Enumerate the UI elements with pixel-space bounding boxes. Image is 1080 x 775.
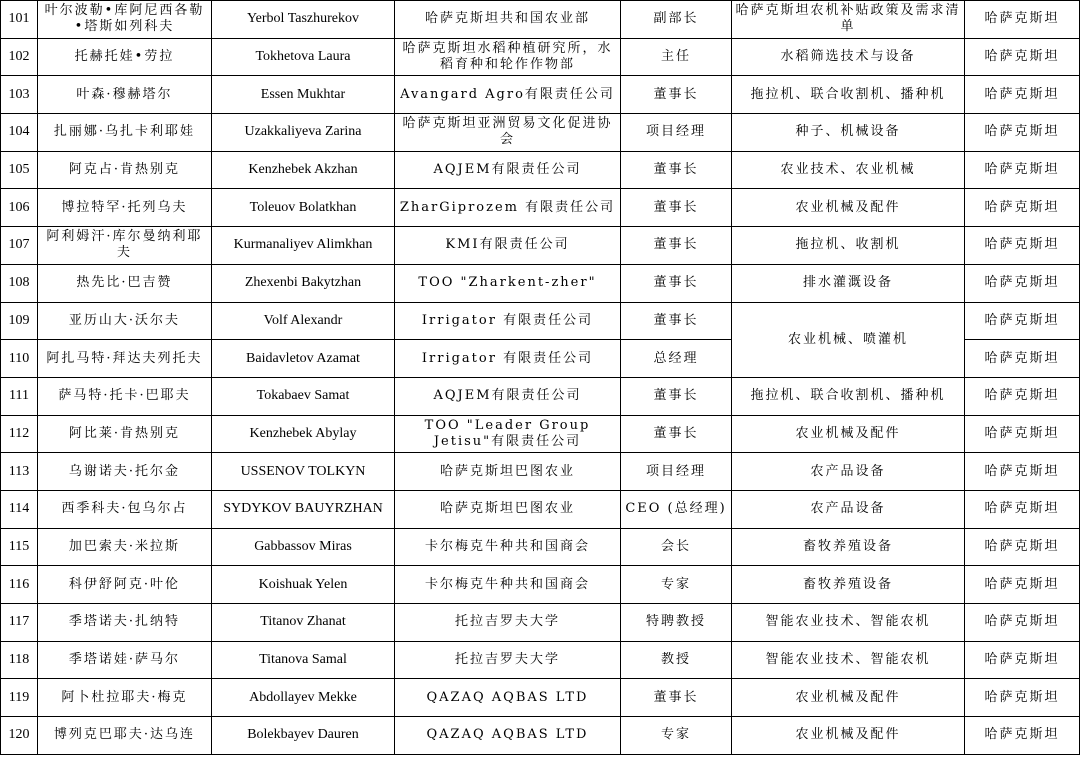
organization-cell: 托拉吉罗夫大学 xyxy=(395,641,621,679)
position-cell: 董事长 xyxy=(621,302,732,340)
position-cell: 董事长 xyxy=(621,415,732,453)
country-cell: 哈萨克斯坦 xyxy=(965,566,1080,604)
table-row xyxy=(1,189,1080,227)
organization-cell: KMI有限责任公司 xyxy=(395,227,621,265)
position-cell: 总经理 xyxy=(621,340,732,378)
table-row xyxy=(1,528,1080,566)
chinese-name-cell: 萨马特·托卡·巴耶夫 xyxy=(38,377,212,415)
interest-cell: 农业机械、喷灌机 xyxy=(732,302,965,377)
english-name-cell: Yerbol Taszhurekov xyxy=(212,1,395,39)
row-number-cell: 117 xyxy=(1,604,38,642)
organization-cell: 哈萨克斯坦共和国农业部 xyxy=(395,1,621,39)
table-row xyxy=(1,76,1080,114)
table-row xyxy=(1,1,1080,39)
position-cell: 专家 xyxy=(621,566,732,604)
chinese-name-cell: 博列克巴耶夫·达乌连 xyxy=(38,717,212,755)
interest-cell: 农业机械及配件 xyxy=(732,415,965,453)
table-row xyxy=(1,679,1080,717)
organization-cell: 哈萨克斯坦水稻种植研究所，水稻育种和轮作作物部 xyxy=(395,38,621,76)
row-number-cell: 104 xyxy=(1,114,38,152)
row-number-cell: 116 xyxy=(1,566,38,604)
chinese-name-cell: 博拉特罕·托列乌夫 xyxy=(38,189,212,227)
organization-cell: TOO "Leader Group Jetisu"有限责任公司 xyxy=(395,415,621,453)
table-row xyxy=(1,377,1080,415)
interest-cell: 智能农业技术、智能农机 xyxy=(732,641,965,679)
chinese-name-cell: 季塔诺夫·扎纳特 xyxy=(38,604,212,642)
organization-cell: 哈萨克斯坦巴图农业 xyxy=(395,490,621,528)
organization-cell: 哈萨克斯坦巴图农业 xyxy=(395,453,621,491)
organization-cell: 卡尔梅克牛种共和国商会 xyxy=(395,528,621,566)
english-name-cell: Kenzhebek Akzhan xyxy=(212,151,395,189)
organization-cell: AQJEM有限责任公司 xyxy=(395,151,621,189)
interest-cell: 农产品设备 xyxy=(732,490,965,528)
organization-cell: Avangard Agro有限责任公司 xyxy=(395,76,621,114)
english-name-cell: Koishuak Yelen xyxy=(212,566,395,604)
interest-cell: 拖拉机、收割机 xyxy=(732,227,965,265)
interest-cell: 拖拉机、联合收割机、播种机 xyxy=(732,377,965,415)
row-number-cell: 106 xyxy=(1,189,38,227)
english-name-cell: Essen Mukhtar xyxy=(212,76,395,114)
position-cell: 会长 xyxy=(621,528,732,566)
row-number-cell: 112 xyxy=(1,415,38,453)
row-number-cell: 119 xyxy=(1,679,38,717)
chinese-name-cell: 叶森·穆赫塔尔 xyxy=(38,76,212,114)
position-cell: 项目经理 xyxy=(621,453,732,491)
interest-cell: 拖拉机、联合收割机、播种机 xyxy=(732,76,965,114)
organization-cell: 卡尔梅克牛种共和国商会 xyxy=(395,566,621,604)
chinese-name-cell: 阿比莱·肯热别克 xyxy=(38,415,212,453)
chinese-name-cell: 亚历山大·沃尔夫 xyxy=(38,302,212,340)
table-row xyxy=(1,453,1080,491)
english-name-cell: Abdollayev Mekke xyxy=(212,679,395,717)
organization-cell: ZharGiprozem 有限责任公司 xyxy=(395,189,621,227)
table-row xyxy=(1,566,1080,604)
position-cell: 董事长 xyxy=(621,151,732,189)
interest-cell: 农业机械及配件 xyxy=(732,717,965,755)
row-number-cell: 113 xyxy=(1,453,38,491)
interest-cell: 畜牧养殖设备 xyxy=(732,566,965,604)
chinese-name-cell: 阿克占·肯热别克 xyxy=(38,151,212,189)
country-cell: 哈萨克斯坦 xyxy=(965,717,1080,755)
row-number-cell: 111 xyxy=(1,377,38,415)
english-name-cell: Gabbassov Miras xyxy=(212,528,395,566)
organization-cell: Irrigator 有限责任公司 xyxy=(395,302,621,340)
english-name-cell: Tokhetova Laura xyxy=(212,38,395,76)
chinese-name-cell: 托赫托娃•劳拉 xyxy=(38,38,212,76)
english-name-cell: Kenzhebek Abylay xyxy=(212,415,395,453)
position-cell: 副部长 xyxy=(621,1,732,39)
position-cell: 特聘教授 xyxy=(621,604,732,642)
organization-cell: QAZAQ AQBAS LTD xyxy=(395,717,621,755)
row-number-cell: 101 xyxy=(1,1,38,39)
organization-cell: Irrigator 有限责任公司 xyxy=(395,340,621,378)
country-cell: 哈萨克斯坦 xyxy=(965,76,1080,114)
country-cell: 哈萨克斯坦 xyxy=(965,114,1080,152)
position-cell: CEO (总经理) xyxy=(621,490,732,528)
interest-cell: 农业机械及配件 xyxy=(732,189,965,227)
position-cell: 董事长 xyxy=(621,227,732,265)
chinese-name-cell: 科伊舒阿克·叶伦 xyxy=(38,566,212,604)
chinese-name-cell: 季塔诺娃·萨马尔 xyxy=(38,641,212,679)
english-name-cell: Kurmanaliyev Alimkhan xyxy=(212,227,395,265)
table-row xyxy=(1,604,1080,642)
country-cell: 哈萨克斯坦 xyxy=(965,1,1080,39)
table-row xyxy=(1,264,1080,302)
chinese-name-cell: 阿卜杜拉耶夫·梅克 xyxy=(38,679,212,717)
english-name-cell: Titanov Zhanat xyxy=(212,604,395,642)
english-name-cell: Titanova Samal xyxy=(212,641,395,679)
chinese-name-cell: 叶尔波勒•库阿尼西各勒•塔斯如列科夫 xyxy=(38,1,212,39)
country-cell: 哈萨克斯坦 xyxy=(965,604,1080,642)
country-cell: 哈萨克斯坦 xyxy=(965,490,1080,528)
row-number-cell: 114 xyxy=(1,490,38,528)
chinese-name-cell: 热先比·巴吉赞 xyxy=(38,264,212,302)
english-name-cell: USSENOV TOLKYN xyxy=(212,453,395,491)
country-cell: 哈萨克斯坦 xyxy=(965,453,1080,491)
interest-cell: 农业技术、农业机械 xyxy=(732,151,965,189)
interest-cell: 水稻筛选技术与设备 xyxy=(732,38,965,76)
table-row xyxy=(1,151,1080,189)
row-number-cell: 118 xyxy=(1,641,38,679)
position-cell: 董事长 xyxy=(621,76,732,114)
position-cell: 董事长 xyxy=(621,679,732,717)
country-cell: 哈萨克斯坦 xyxy=(965,679,1080,717)
interest-cell: 农产品设备 xyxy=(732,453,965,491)
position-cell: 教授 xyxy=(621,641,732,679)
position-cell: 董事长 xyxy=(621,264,732,302)
table-row xyxy=(1,302,1080,340)
country-cell: 哈萨克斯坦 xyxy=(965,227,1080,265)
english-name-cell: Toleuov Bolatkhan xyxy=(212,189,395,227)
interest-cell: 种子、机械设备 xyxy=(732,114,965,152)
english-name-cell: Volf Alexandr xyxy=(212,302,395,340)
country-cell: 哈萨克斯坦 xyxy=(965,189,1080,227)
chinese-name-cell: 乌谢诺夫·托尔金 xyxy=(38,453,212,491)
interest-cell: 智能农业技术、智能农机 xyxy=(732,604,965,642)
table-row xyxy=(1,490,1080,528)
position-cell: 专家 xyxy=(621,717,732,755)
row-number-cell: 109 xyxy=(1,302,38,340)
english-name-cell: Zhexenbi Bakytzhan xyxy=(212,264,395,302)
country-cell: 哈萨克斯坦 xyxy=(965,641,1080,679)
organization-cell: 托拉吉罗夫大学 xyxy=(395,604,621,642)
country-cell: 哈萨克斯坦 xyxy=(965,38,1080,76)
position-cell: 董事长 xyxy=(621,189,732,227)
row-number-cell: 105 xyxy=(1,151,38,189)
table-row xyxy=(1,641,1080,679)
chinese-name-cell: 西季科夫·包乌尔占 xyxy=(38,490,212,528)
interest-cell: 农业机械及配件 xyxy=(732,679,965,717)
chinese-name-cell: 阿利姆汗·库尔曼纳利耶夫 xyxy=(38,227,212,265)
table-row xyxy=(1,227,1080,265)
chinese-name-cell: 阿扎马特·拜达夫列托夫 xyxy=(38,340,212,378)
position-cell: 主任 xyxy=(621,38,732,76)
interest-cell: 排水灌溉设备 xyxy=(732,264,965,302)
organization-cell: QAZAQ AQBAS LTD xyxy=(395,679,621,717)
table-row xyxy=(1,415,1080,453)
english-name-cell: Bolekbayev Dauren xyxy=(212,717,395,755)
english-name-cell: Tokabaev Samat xyxy=(212,377,395,415)
chinese-name-cell: 扎丽娜·乌扎卡利耶娃 xyxy=(38,114,212,152)
chinese-name-cell: 加巴索夫·米拉斯 xyxy=(38,528,212,566)
row-number-cell: 115 xyxy=(1,528,38,566)
row-number-cell: 103 xyxy=(1,76,38,114)
row-number-cell: 102 xyxy=(1,38,38,76)
table-row xyxy=(1,717,1080,755)
table-body xyxy=(1,1,1080,755)
organization-cell: 哈萨克斯坦亚洲贸易文化促进协会 xyxy=(395,114,621,152)
row-number-cell: 108 xyxy=(1,264,38,302)
table-row xyxy=(1,38,1080,76)
position-cell: 董事长 xyxy=(621,377,732,415)
interest-cell: 哈萨克斯坦农机补贴政策及需求清单 xyxy=(732,1,965,39)
country-cell: 哈萨克斯坦 xyxy=(965,340,1080,378)
english-name-cell: SYDYKOV BAUYRZHAN xyxy=(212,490,395,528)
row-number-cell: 110 xyxy=(1,340,38,378)
country-cell: 哈萨克斯坦 xyxy=(965,377,1080,415)
country-cell: 哈萨克斯坦 xyxy=(965,302,1080,340)
country-cell: 哈萨克斯坦 xyxy=(965,528,1080,566)
country-cell: 哈萨克斯坦 xyxy=(965,415,1080,453)
position-cell: 项目经理 xyxy=(621,114,732,152)
country-cell: 哈萨克斯坦 xyxy=(965,264,1080,302)
organization-cell: AQJEM有限责任公司 xyxy=(395,377,621,415)
country-cell: 哈萨克斯坦 xyxy=(965,151,1080,189)
organization-cell: TOO "Zharkent-zher" xyxy=(395,264,621,302)
english-name-cell: Uzakkaliyeva Zarina xyxy=(212,114,395,152)
interest-cell: 畜牧养殖设备 xyxy=(732,528,965,566)
row-number-cell: 107 xyxy=(1,227,38,265)
english-name-cell: Baidavletov Azamat xyxy=(212,340,395,378)
table-row xyxy=(1,114,1080,152)
row-number-cell: 120 xyxy=(1,717,38,755)
